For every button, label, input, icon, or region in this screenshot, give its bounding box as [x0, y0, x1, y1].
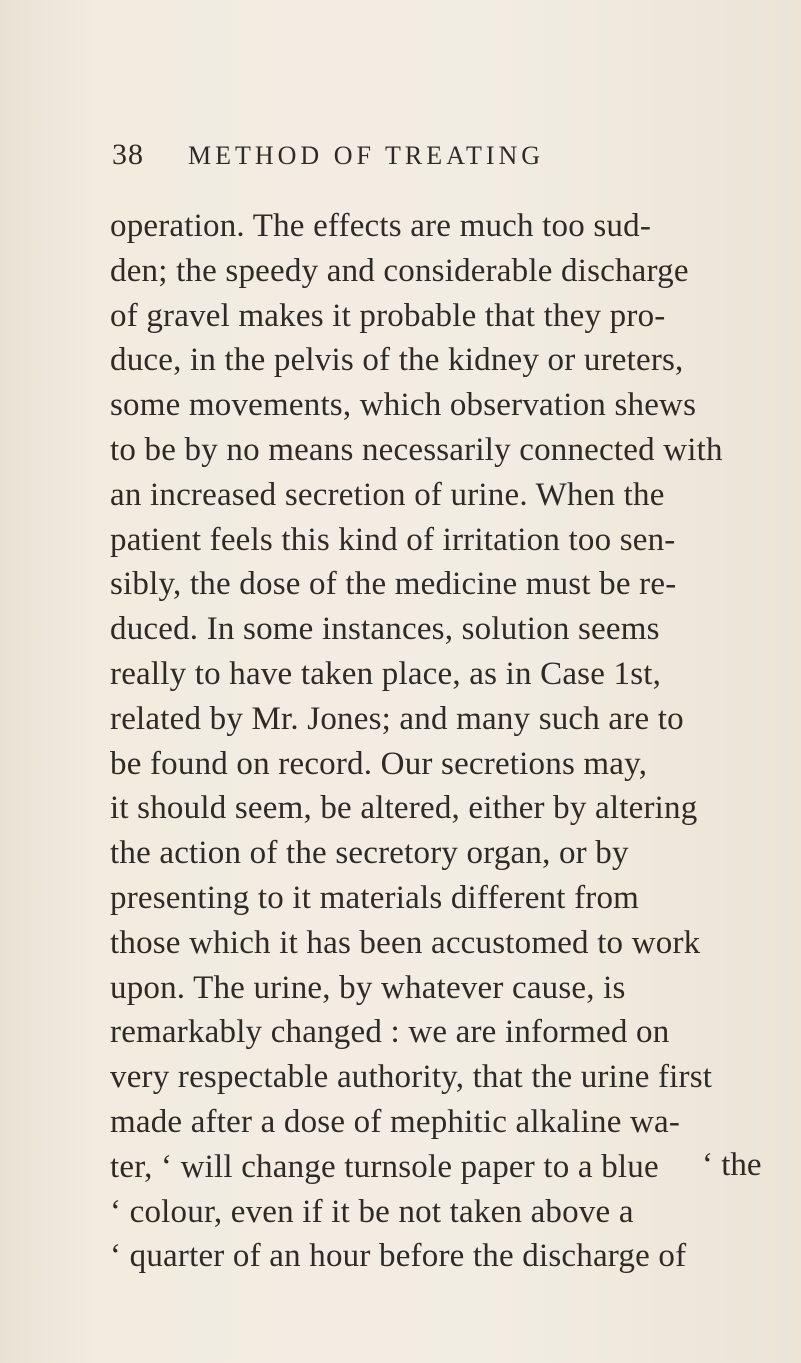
text-line: upon. The urine, by whatever cause, is [110, 969, 626, 1006]
text-line: remarkably changed : we are informed on [110, 1014, 670, 1051]
text-line: operation. The effects are much too sud- [110, 208, 652, 244]
running-head: METHOD OF TREATING [188, 141, 545, 170]
text-line: an increased secretion of urine. When the [110, 476, 665, 513]
text-line: be found on record. Our secretions may, [110, 745, 648, 782]
body-text [110, 204, 760, 1279]
text-line: those which it has been accustomed to work [110, 924, 701, 961]
text-line: ‘ quarter of an hour before the discharge of [110, 1238, 687, 1275]
text-line: ‘ colour, even if it be not taken above a [110, 1193, 634, 1230]
catchword: ‘ the [702, 1147, 762, 1183]
text-line: den; the speedy and considerable discharge [110, 252, 689, 289]
text-line: ter, ‘ will change turnsole paper to a blue [110, 1148, 659, 1185]
text-line: to be by no means necessarily connected with [110, 431, 723, 468]
text-line: duce, in the pelvis of the kidney or ureters, [110, 342, 684, 379]
text-line: patient feels this kind of irritation too sen- [110, 521, 676, 558]
text-line: duced. In some instances, solution seems [110, 611, 660, 648]
text-line: very respectable authority, that the urine first [110, 1059, 713, 1096]
text-line: some movements, which observation shews [110, 387, 697, 424]
text-line: really to have taken place, as in Case 1st, [110, 655, 662, 692]
text-line: the action of the secretory organ, or by [110, 835, 629, 872]
page-number: 38 [112, 138, 144, 171]
text-line: of gravel makes it probable that they pro- [110, 297, 666, 334]
page-header [112, 138, 712, 182]
text-line: related by Mr. Jones; and many such are to [110, 700, 684, 737]
text-line: sibly, the dose of the medicine must be re- [110, 566, 677, 603]
text-line: made after a dose of mephitic alkaline wa- [110, 1103, 681, 1140]
text-line: presenting to it materials different from [110, 879, 640, 916]
text-line: it should seem, be altered, either by altering [110, 790, 698, 827]
